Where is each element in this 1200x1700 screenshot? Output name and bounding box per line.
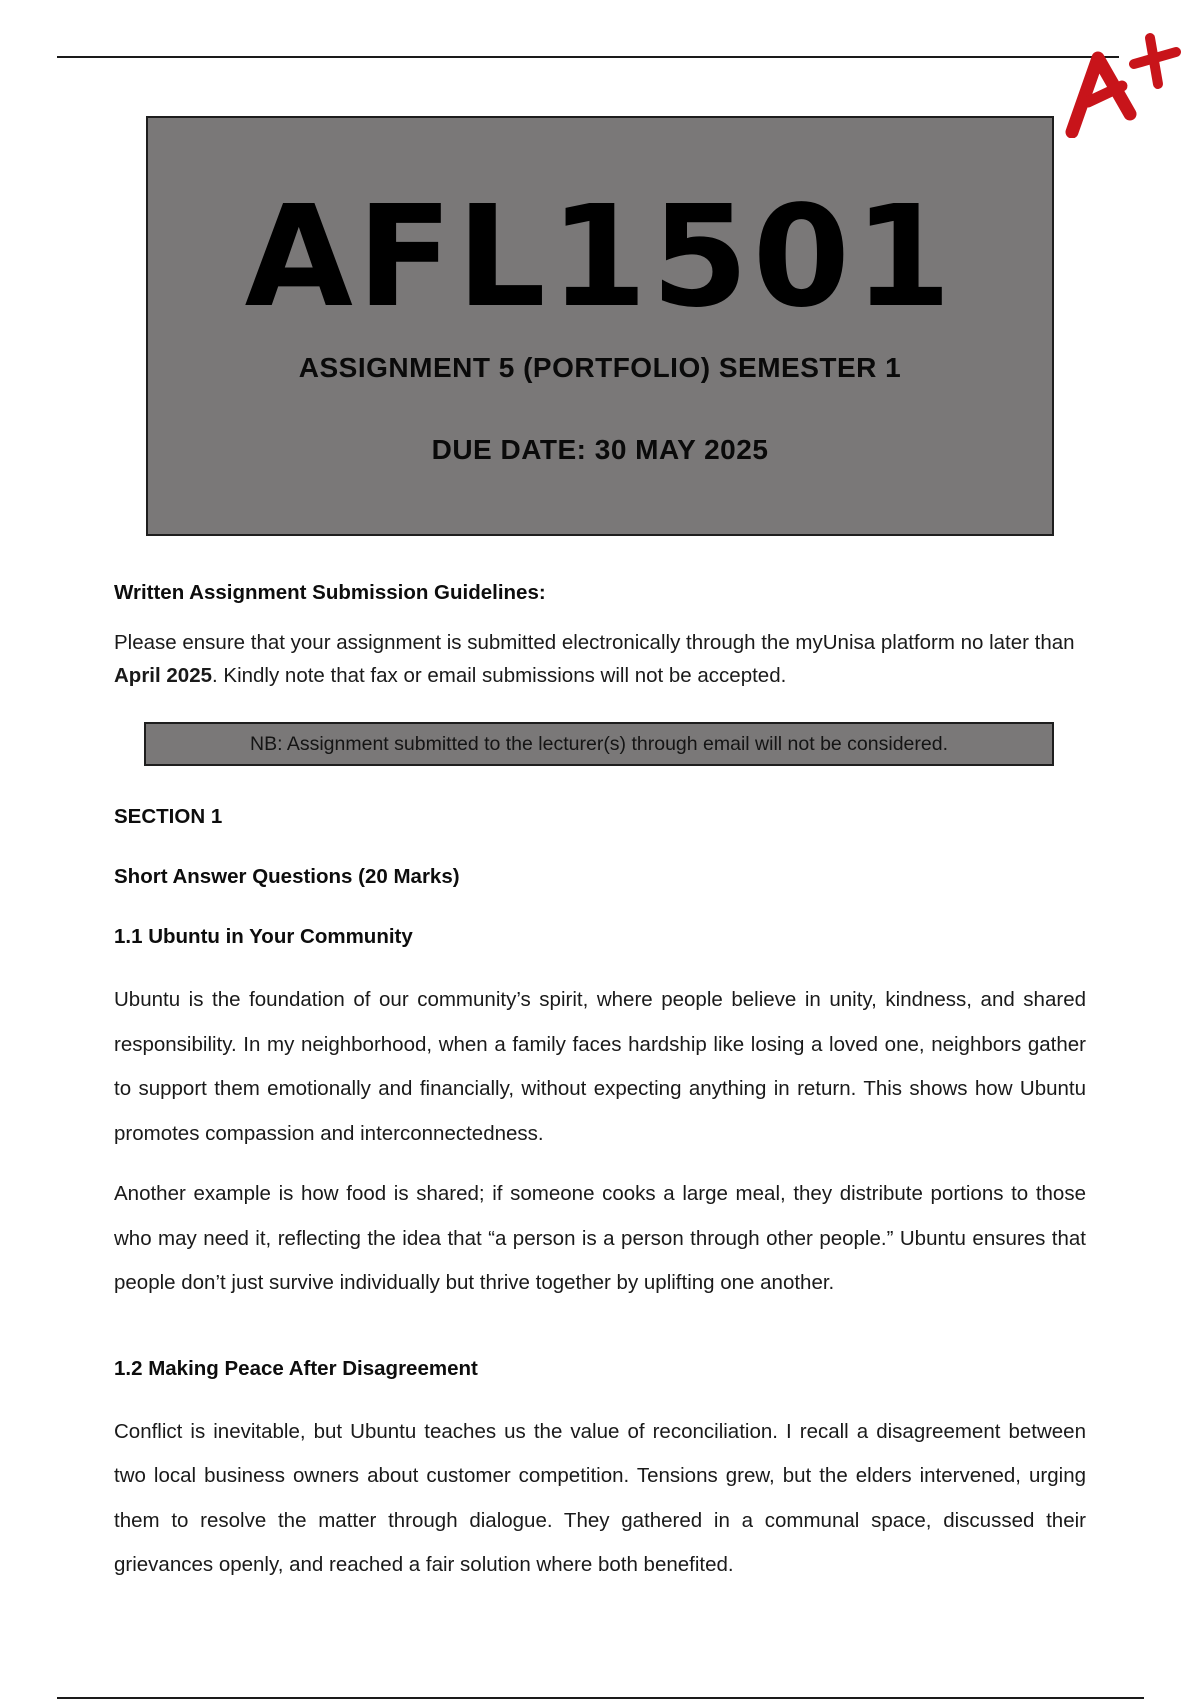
question-1-2-paragraph-1: Conflict is inevitable, but Ubuntu teaches us the value of reconciliation. I recall a disagreement between two local business owners about customer competition. Tensions grew, but the elders intervened, urging them to resolve the matter through dialogue. They gathered in a communal space, discussed their grievances openly, and reached a fair solution where both benefited. <box>114 1419 1086 1576</box>
guidelines-text-before: Please ensure that your assignment is submitted electronically through the myUnisa platform no later than <box>114 631 1075 654</box>
question-1-1-paragraph-1: Ubuntu is the foundation of our community’s spirit, where people believe in unity, kindness, and shared responsibility. In my neighborhood, when a family faces hardship like losing a loved one, neighbors gather to support them emotionally and financially, without expecting anything in return. This shows how Ubuntu promotes compassion and interconnectedness. <box>114 988 1086 1145</box>
due-date: DUE DATE: 30 MAY 2025 <box>431 434 769 465</box>
question-1-1-paragraph-2: Another example is how food is shared; if someone cooks a large meal, they distribute portions to those who may need it, reflecting the idea that “a person is a person through other people.” Ubuntu ensures that people don’t just survive individually but thrive together by uplifting one another. <box>114 1182 1086 1294</box>
grade-a-plus-icon <box>1058 28 1188 138</box>
assignment-title: ASSIGNMENT 5 (PORTFOLIO) SEMESTER 1 <box>298 352 902 383</box>
question-1-1-title: 1.1 Ubuntu in Your Community <box>114 925 413 948</box>
guidelines-deadline: April 2025 <box>114 664 212 687</box>
grade-stamp-svg <box>1058 28 1188 138</box>
document-body <box>114 578 1086 1588</box>
top-rule <box>57 56 1119 58</box>
guidelines-heading: Written Assignment Submission Guidelines: <box>114 581 546 604</box>
guidelines-text <box>114 626 1086 692</box>
nb-notice: NB: Assignment submitted to the lecturer(s) through email will not be considered. <box>144 722 1054 766</box>
question-1-2-title: 1.2 Making Peace After Disagreement <box>114 1356 478 1380</box>
course-code: AFL1501 <box>244 176 956 339</box>
guidelines-text-after: . Kindly note that fax or email submissions will not be accepted. <box>212 664 787 687</box>
section-title: SECTION 1 <box>114 805 223 828</box>
section-subtitle: Short Answer Questions (20 Marks) <box>114 865 460 888</box>
cover-title-box <box>146 116 1054 536</box>
bottom-rule <box>57 1697 1144 1699</box>
